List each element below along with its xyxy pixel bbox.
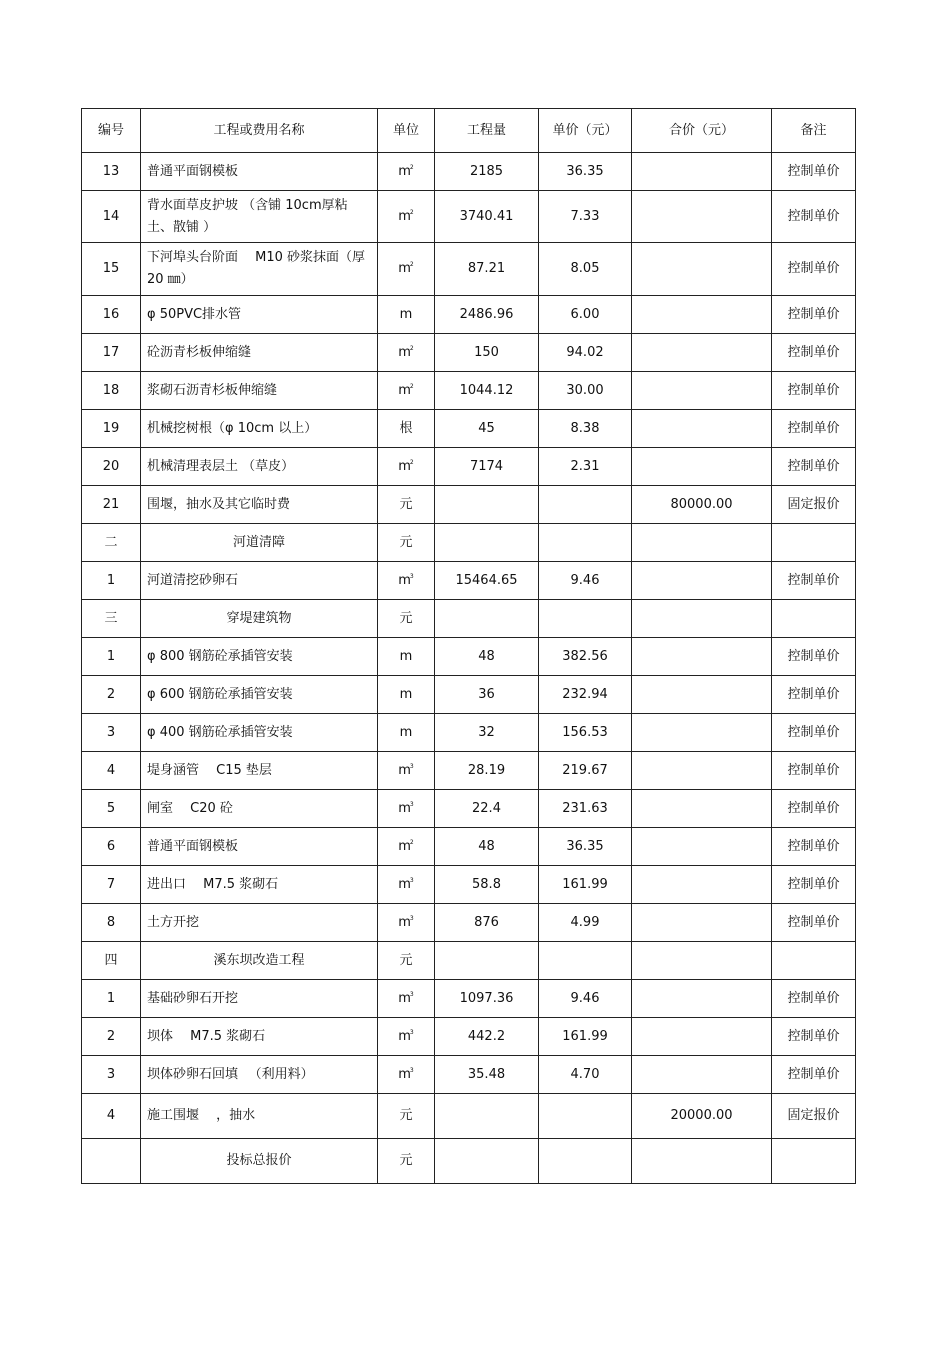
row-quantity: 48 (435, 638, 539, 676)
row-unit (378, 1056, 435, 1094)
row-unit (378, 828, 435, 866)
table-row (82, 828, 856, 866)
row-remark: 控制单价 (772, 790, 856, 828)
row-quantity (435, 942, 539, 980)
row-name: 河道清挖砂卵石 (141, 562, 378, 600)
unit-exponent: 2 (409, 344, 414, 352)
row-total-price (632, 828, 772, 866)
row-unit (378, 191, 435, 243)
row-name: 土方开挖 (141, 904, 378, 942)
header-unit-price: 单价（元） (539, 109, 632, 153)
row-unit-price (539, 1094, 632, 1139)
row-unit (378, 752, 435, 790)
row-total-price: 80000.00 (632, 486, 772, 524)
table-row (82, 372, 856, 410)
row-no: 7 (82, 866, 141, 904)
row-name: 背水面草皮护坡 （含铺 10cm厚粘土、散铺 ） (141, 191, 378, 243)
table-row (82, 486, 856, 524)
unit-exponent: 3 (409, 800, 414, 808)
row-quantity: 15464.65 (435, 562, 539, 600)
unit-text: m (399, 306, 413, 322)
row-quantity (435, 600, 539, 638)
row-quantity (435, 524, 539, 562)
row-remark (772, 1139, 856, 1184)
unit-text: 元 (399, 952, 413, 968)
row-quantity: 1044.12 (435, 372, 539, 410)
unit-text: m (398, 800, 411, 816)
row-name: 机械清理表层土 （草皮） (141, 448, 378, 486)
row-unit-price: 4.70 (539, 1056, 632, 1094)
table-row (82, 980, 856, 1018)
unit-exponent: 3 (409, 762, 414, 770)
unit-text: m (398, 1066, 411, 1082)
row-unit (378, 790, 435, 828)
row-total-price: 20000.00 (632, 1094, 772, 1139)
table-row (82, 191, 856, 243)
table-row (82, 334, 856, 372)
row-no: 14 (82, 191, 141, 243)
row-remark (772, 524, 856, 562)
row-name: 坝体 M7.5 浆砌石 (141, 1018, 378, 1056)
row-quantity (435, 486, 539, 524)
row-remark: 控制单价 (772, 676, 856, 714)
row-total-price (632, 942, 772, 980)
row-quantity: 22.4 (435, 790, 539, 828)
row-no: 2 (82, 1018, 141, 1056)
row-no: 4 (82, 1094, 141, 1139)
unit-text: m (399, 686, 413, 702)
row-no: 四 (82, 942, 141, 980)
row-unit-price: 161.99 (539, 866, 632, 904)
row-no: 5 (82, 790, 141, 828)
row-quantity: 876 (435, 904, 539, 942)
row-unit (378, 1094, 435, 1139)
row-unit-price: 7.33 (539, 191, 632, 243)
row-remark: 控制单价 (772, 714, 856, 752)
row-unit (378, 243, 435, 296)
table-row (82, 942, 856, 980)
row-unit-price: 382.56 (539, 638, 632, 676)
row-remark: 控制单价 (772, 1018, 856, 1056)
unit-exponent: 2 (409, 261, 414, 268)
table-row (82, 1056, 856, 1094)
row-name: φ 600 钢筋砼承插管安装 (141, 676, 378, 714)
row-quantity: 2185 (435, 153, 539, 191)
row-unit-price (539, 942, 632, 980)
table-row (82, 1139, 856, 1184)
row-unit (378, 1018, 435, 1056)
row-total-price (632, 714, 772, 752)
row-quantity: 2486.96 (435, 296, 539, 334)
row-no: 三 (82, 600, 141, 638)
row-unit-price: 36.35 (539, 153, 632, 191)
header-unit: 单位 (378, 109, 435, 153)
table-row (82, 676, 856, 714)
unit-text: 元 (399, 610, 413, 626)
row-name: 进出口 M7.5 浆砌石 (141, 866, 378, 904)
unit-exponent: 3 (409, 876, 414, 884)
row-unit-price (539, 524, 632, 562)
row-unit-price: 36.35 (539, 828, 632, 866)
table-row (82, 524, 856, 562)
row-quantity (435, 1094, 539, 1139)
row-remark: 控制单价 (772, 980, 856, 1018)
row-no: 21 (82, 486, 141, 524)
row-total-price (632, 562, 772, 600)
table-row (82, 714, 856, 752)
row-name: 穿堤建筑物 (141, 600, 378, 638)
table-row (82, 790, 856, 828)
unit-text: 元 (399, 534, 413, 550)
row-name: 施工围堰 ，抽水 (141, 1094, 378, 1139)
row-unit-price: 232.94 (539, 676, 632, 714)
row-no: 15 (82, 243, 141, 296)
row-no: 二 (82, 524, 141, 562)
row-no: 1 (82, 638, 141, 676)
row-remark: 固定报价 (772, 486, 856, 524)
row-quantity: 150 (435, 334, 539, 372)
row-remark: 控制单价 (772, 153, 856, 191)
row-unit-price: 30.00 (539, 372, 632, 410)
row-name: 堤身涵管 C15 垫层 (141, 752, 378, 790)
unit-text: m (398, 458, 411, 474)
table-row (82, 1018, 856, 1056)
row-remark: 控制单价 (772, 638, 856, 676)
row-name: φ 400 钢筋砼承插管安装 (141, 714, 378, 752)
row-no: 16 (82, 296, 141, 334)
row-unit-price: 8.05 (539, 243, 632, 296)
row-unit-price: 9.46 (539, 562, 632, 600)
row-quantity: 7174 (435, 448, 539, 486)
header-total-price: 合价（元） (632, 109, 772, 153)
row-total-price (632, 980, 772, 1018)
row-name: 浆砌石沥青杉板伸缩缝 (141, 372, 378, 410)
unit-exponent: 2 (409, 382, 414, 390)
row-no: 1 (82, 562, 141, 600)
row-quantity: 1097.36 (435, 980, 539, 1018)
row-remark: 控制单价 (772, 334, 856, 372)
row-name: 砼沥青杉板伸缩缝 (141, 334, 378, 372)
row-name: 河道清障 (141, 524, 378, 562)
row-unit (378, 866, 435, 904)
row-unit-price: 6.00 (539, 296, 632, 334)
row-remark: 控制单价 (772, 1056, 856, 1094)
row-name: 围堰，抽水及其它临时费 (141, 486, 378, 524)
table-body (82, 153, 856, 1184)
row-quantity: 28.19 (435, 752, 539, 790)
row-name: 机械挖树根（φ 10cm 以上） (141, 410, 378, 448)
row-total-price (632, 296, 772, 334)
row-total-price (632, 638, 772, 676)
row-unit-price (539, 1139, 632, 1184)
row-total-price (632, 676, 772, 714)
row-total-price (632, 448, 772, 486)
unit-exponent: 3 (409, 914, 414, 922)
unit-text: m (398, 344, 411, 360)
unit-exponent: 3 (409, 1066, 414, 1074)
row-quantity (435, 1139, 539, 1184)
row-remark (772, 942, 856, 980)
row-unit (378, 676, 435, 714)
header-no: 编号 (82, 109, 141, 153)
row-remark: 控制单价 (772, 752, 856, 790)
row-no: 18 (82, 372, 141, 410)
row-unit-price: 156.53 (539, 714, 632, 752)
unit-exponent: 2 (409, 163, 414, 171)
row-total-price (632, 1056, 772, 1094)
row-remark: 固定报价 (772, 1094, 856, 1139)
row-name: 溪东坝改造工程 (141, 942, 378, 980)
header-name: 工程或费用名称 (141, 109, 378, 153)
row-unit-price: 4.99 (539, 904, 632, 942)
row-no: 1 (82, 980, 141, 1018)
row-name: 普通平面钢模板 (141, 153, 378, 191)
row-unit (378, 524, 435, 562)
table-row (82, 600, 856, 638)
row-unit-price: 2.31 (539, 448, 632, 486)
row-remark: 控制单价 (772, 866, 856, 904)
row-name: 下河埠头台阶面 M10 砂浆抹面（厚 20 ㎜） (141, 243, 378, 296)
table-row (82, 153, 856, 191)
row-unit (378, 600, 435, 638)
row-unit (378, 714, 435, 752)
row-unit (378, 334, 435, 372)
row-unit (378, 980, 435, 1018)
row-no: 8 (82, 904, 141, 942)
table-row (82, 638, 856, 676)
unit-exponent: 3 (409, 572, 414, 580)
row-no: 20 (82, 448, 141, 486)
row-quantity: 3740.41 (435, 191, 539, 243)
row-quantity: 48 (435, 828, 539, 866)
row-unit (378, 486, 435, 524)
row-total-price (632, 191, 772, 243)
row-total-price (632, 153, 772, 191)
row-unit-price: 9.46 (539, 980, 632, 1018)
row-unit-price: 94.02 (539, 334, 632, 372)
bill-of-quantities-table (81, 108, 856, 1184)
row-no: 3 (82, 714, 141, 752)
unit-text: m (398, 382, 411, 398)
unit-text: m (398, 208, 411, 224)
row-unit-price (539, 600, 632, 638)
table-row (82, 296, 856, 334)
row-quantity: 58.8 (435, 866, 539, 904)
row-total-price (632, 524, 772, 562)
row-unit-price (539, 486, 632, 524)
row-remark: 控制单价 (772, 448, 856, 486)
table-row (82, 752, 856, 790)
row-remark: 控制单价 (772, 243, 856, 296)
unit-text: m (398, 261, 411, 276)
row-total-price (632, 372, 772, 410)
row-remark (772, 600, 856, 638)
row-total-price (632, 600, 772, 638)
row-remark: 控制单价 (772, 828, 856, 866)
unit-text: m (398, 990, 411, 1006)
row-unit (378, 562, 435, 600)
row-name: φ 50PVC排水管 (141, 296, 378, 334)
unit-text: m (398, 163, 411, 179)
unit-text: m (398, 1028, 411, 1044)
row-remark: 控制单价 (772, 191, 856, 243)
table-row (82, 866, 856, 904)
row-total-price (632, 410, 772, 448)
row-remark: 控制单价 (772, 296, 856, 334)
row-no: 17 (82, 334, 141, 372)
row-no: 3 (82, 1056, 141, 1094)
row-name: 闸室 C20 砼 (141, 790, 378, 828)
row-total-price (632, 243, 772, 296)
unit-text: m (399, 724, 413, 740)
header-quantity: 工程量 (435, 109, 539, 153)
row-quantity: 45 (435, 410, 539, 448)
table-row (82, 562, 856, 600)
row-name: 投标总报价 (141, 1139, 378, 1184)
unit-exponent: 2 (409, 208, 414, 216)
unit-text: 元 (399, 496, 413, 512)
table-header (82, 109, 856, 153)
unit-exponent: 2 (409, 838, 414, 846)
row-unit-price: 219.67 (539, 752, 632, 790)
unit-text: m (398, 572, 411, 588)
row-remark: 控制单价 (772, 904, 856, 942)
table-row (82, 1094, 856, 1139)
unit-text: 根 (399, 420, 413, 436)
unit-text: m (399, 648, 413, 664)
row-unit (378, 638, 435, 676)
row-unit-price: 8.38 (539, 410, 632, 448)
row-unit (378, 1139, 435, 1184)
row-unit (378, 942, 435, 980)
row-no (82, 1139, 141, 1184)
row-unit-price: 161.99 (539, 1018, 632, 1056)
row-quantity: 35.48 (435, 1056, 539, 1094)
unit-text: m (398, 838, 411, 854)
row-unit-price: 231.63 (539, 790, 632, 828)
row-remark: 控制单价 (772, 372, 856, 410)
row-quantity: 87.21 (435, 243, 539, 296)
row-total-price (632, 1018, 772, 1056)
unit-exponent: 3 (409, 1028, 414, 1036)
row-quantity: 32 (435, 714, 539, 752)
row-unit (378, 296, 435, 334)
unit-exponent: 3 (409, 990, 414, 998)
row-name: 坝体砂卵石回填 （利用料） (141, 1056, 378, 1094)
row-total-price (632, 752, 772, 790)
row-total-price (632, 790, 772, 828)
row-unit (378, 153, 435, 191)
row-quantity: 442.2 (435, 1018, 539, 1056)
unit-text: m (398, 914, 411, 930)
row-total-price (632, 334, 772, 372)
row-name: 基础砂卵石开挖 (141, 980, 378, 1018)
unit-text: m (398, 762, 411, 778)
unit-text: 元 (399, 1108, 413, 1123)
row-no: 2 (82, 676, 141, 714)
row-total-price (632, 904, 772, 942)
row-remark: 控制单价 (772, 410, 856, 448)
row-no: 4 (82, 752, 141, 790)
table-row (82, 904, 856, 942)
table-row (82, 448, 856, 486)
row-name: 普通平面钢模板 (141, 828, 378, 866)
row-no: 19 (82, 410, 141, 448)
row-quantity: 36 (435, 676, 539, 714)
row-no: 6 (82, 828, 141, 866)
row-total-price (632, 1139, 772, 1184)
unit-exponent: 2 (409, 458, 414, 466)
unit-text: 元 (399, 1153, 413, 1168)
row-unit (378, 410, 435, 448)
row-name: φ 800 钢筋砼承插管安装 (141, 638, 378, 676)
row-unit (378, 904, 435, 942)
unit-text: m (398, 876, 411, 892)
row-unit (378, 372, 435, 410)
row-no: 13 (82, 153, 141, 191)
header-remark: 备注 (772, 109, 856, 153)
row-unit (378, 448, 435, 486)
row-total-price (632, 866, 772, 904)
table-row (82, 410, 856, 448)
row-remark: 控制单价 (772, 562, 856, 600)
table-row (82, 243, 856, 296)
